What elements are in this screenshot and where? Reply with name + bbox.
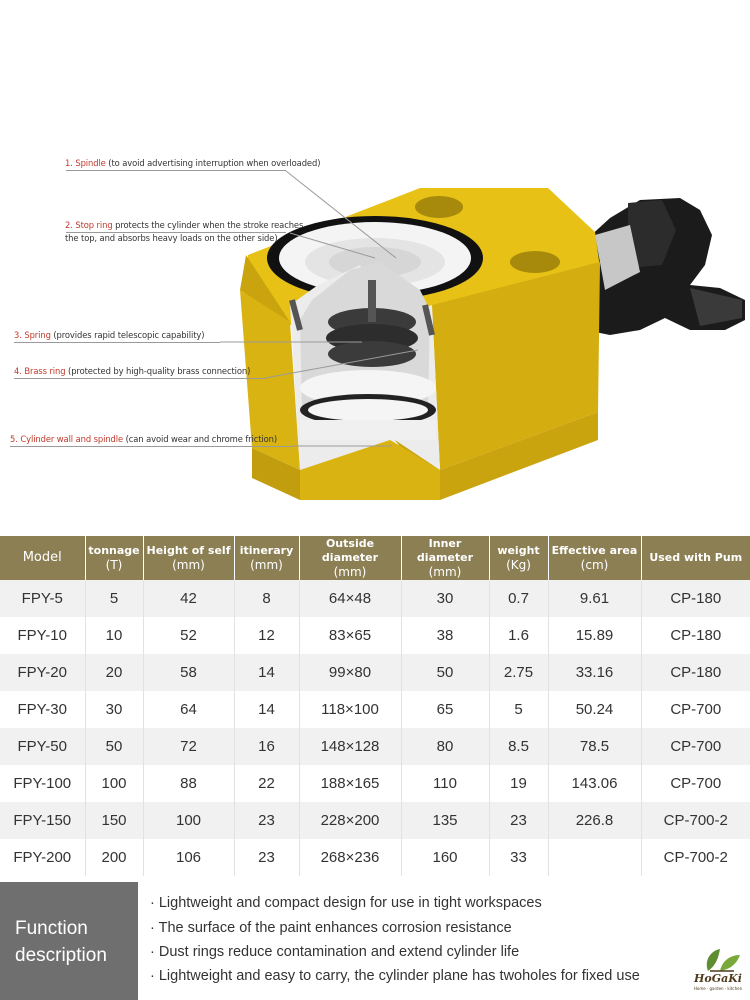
- brand-logo: [690, 945, 746, 997]
- feature-item: · Dust rings reduce contamination and extend cylinder life: [150, 944, 520, 960]
- label-line: Function: [15, 918, 88, 939]
- table-cell: 50: [401, 654, 489, 691]
- table-cell: FPY-10: [0, 617, 85, 654]
- callout-text: (protected by high-quality brass connection): [68, 366, 251, 376]
- table-cell: 5: [85, 580, 143, 617]
- table-cell: 99×80: [299, 654, 401, 691]
- table-cell: 12: [234, 617, 299, 654]
- table-row: [0, 617, 750, 654]
- feature-item: · Lightweight and easy to carry, the cylinder plane has twoholes for fixed use: [150, 968, 640, 984]
- table-cell: 23: [234, 802, 299, 839]
- table-cell: 33.16: [548, 654, 641, 691]
- table-cell: 33: [489, 839, 548, 876]
- table-cell: 110: [401, 765, 489, 802]
- leader-line: [66, 170, 286, 171]
- feature-list: [138, 882, 750, 1000]
- leader-line: [66, 232, 286, 233]
- callout-name: Spindle: [75, 158, 106, 168]
- col-header: Model: [0, 536, 85, 580]
- col-header: tonnage (T): [85, 536, 143, 580]
- table-cell: 150: [85, 802, 143, 839]
- table-cell: 52: [143, 617, 234, 654]
- callout-text: (provides rapid telescopic capability): [53, 330, 205, 340]
- table-cell: 8.5: [489, 728, 548, 765]
- table-row: [0, 728, 750, 765]
- table-cell: 80: [401, 728, 489, 765]
- table-cell: 188×165: [299, 765, 401, 802]
- leader-line: [10, 446, 292, 447]
- leader-line: [14, 378, 266, 379]
- table-cell: 0.7: [489, 580, 548, 617]
- table-cell: CP-700-2: [641, 802, 750, 839]
- table-cell: 15.89: [548, 617, 641, 654]
- table-cell: 78.5: [548, 728, 641, 765]
- table-cell: 8: [234, 580, 299, 617]
- table-cell: 5: [489, 691, 548, 728]
- table-cell: 23: [234, 839, 299, 876]
- table-cell: 118×100: [299, 691, 401, 728]
- feature-item: · The surface of the paint enhances corrosion resistance: [150, 920, 512, 936]
- table-cell: CP-180: [641, 580, 750, 617]
- table-cell: 64: [143, 691, 234, 728]
- table-cell: CP-700: [641, 728, 750, 765]
- table-header-row: [0, 536, 750, 580]
- table-cell: 50.24: [548, 691, 641, 728]
- table-cell: FPY-100: [0, 765, 85, 802]
- table-cell: 14: [234, 654, 299, 691]
- table-cell: 23: [489, 802, 548, 839]
- table-cell: 58: [143, 654, 234, 691]
- callout-text: (can avoid wear and chrome friction): [125, 434, 278, 444]
- function-description-section: [0, 882, 750, 1000]
- table-cell: FPY-5: [0, 580, 85, 617]
- table-cell: CP-700: [641, 765, 750, 802]
- col-header: Height of self (mm): [143, 536, 234, 580]
- table-cell: FPY-30: [0, 691, 85, 728]
- table-cell: CP-180: [641, 617, 750, 654]
- col-header: weight (Kg): [489, 536, 548, 580]
- callout-name: Cylinder wall and spindle: [20, 434, 124, 444]
- table-cell: 268×236: [299, 839, 401, 876]
- spec-table: [0, 536, 750, 876]
- feature-item: · Lightweight and compact design for use in tight workspaces: [150, 895, 542, 911]
- callout-brass-ring: [14, 366, 250, 376]
- col-header: itinerary (mm): [234, 536, 299, 580]
- table-cell: 20: [85, 654, 143, 691]
- table-cell: 228×200: [299, 802, 401, 839]
- callout-number: 4.: [14, 366, 22, 376]
- table-cell: 1.6: [489, 617, 548, 654]
- brand-name: HoGaKi: [694, 972, 742, 985]
- table-row: [0, 580, 750, 617]
- table-cell: 50: [85, 728, 143, 765]
- table-cell: CP-700: [641, 691, 750, 728]
- callout-name: Spring: [24, 330, 51, 340]
- callout-number: 5.: [10, 434, 18, 444]
- function-description-label: [0, 882, 138, 1000]
- table-cell: 30: [401, 580, 489, 617]
- col-header: Effective area (cm): [548, 536, 641, 580]
- table-cell: 143.06: [548, 765, 641, 802]
- table-cell: 106: [143, 839, 234, 876]
- table-row: [0, 654, 750, 691]
- table-row: [0, 765, 750, 802]
- table-cell: 2.75: [489, 654, 548, 691]
- table-row: [0, 839, 750, 876]
- callout-text: protects the cylinder when the stroke reaches: [115, 220, 304, 230]
- callout-number: 1.: [65, 158, 73, 168]
- table-row: [0, 691, 750, 728]
- col-header: Outside diameter (mm): [299, 536, 401, 580]
- table-cell: 10: [85, 617, 143, 654]
- callout-name: Stop ring: [75, 220, 113, 230]
- table-cell: 14: [234, 691, 299, 728]
- callout-number: 3.: [14, 330, 22, 340]
- callout-name: Brass ring: [24, 366, 66, 376]
- table-cell: 160: [401, 839, 489, 876]
- table-cell: 42: [143, 580, 234, 617]
- table-row: [0, 802, 750, 839]
- table-cell: 200: [85, 839, 143, 876]
- callout-spring: [14, 330, 204, 340]
- table-cell: FPY-150: [0, 802, 85, 839]
- table-cell: CP-180: [641, 654, 750, 691]
- table-cell: 88: [143, 765, 234, 802]
- col-header: Inner diameter (mm): [401, 536, 489, 580]
- callout-text-line2: the top, and absorbs heavy loads on the other side): [65, 233, 278, 243]
- table-cell: CP-700-2: [641, 839, 750, 876]
- table-cell: 148×128: [299, 728, 401, 765]
- table-cell: FPY-50: [0, 728, 85, 765]
- table-cell: 38: [401, 617, 489, 654]
- table-cell: 22: [234, 765, 299, 802]
- leader-line: [14, 342, 220, 343]
- table-cell: [548, 839, 641, 876]
- label-line: description: [15, 945, 107, 966]
- table-cell: FPY-200: [0, 839, 85, 876]
- table-cell: 226.8: [548, 802, 641, 839]
- table-cell: 30: [85, 691, 143, 728]
- callout-text: (to avoid advertising interruption when overloaded): [108, 158, 321, 168]
- table-cell: 64×48: [299, 580, 401, 617]
- table-cell: 135: [401, 802, 489, 839]
- table-cell: FPY-20: [0, 654, 85, 691]
- table-cell: 9.61: [548, 580, 641, 617]
- table-cell: 83×65: [299, 617, 401, 654]
- table-cell: 19: [489, 765, 548, 802]
- brand-tagline: Home · garden · kitchen: [693, 986, 743, 991]
- table-cell: 16: [234, 728, 299, 765]
- table-cell: 65: [401, 691, 489, 728]
- table-cell: 100: [143, 802, 234, 839]
- callout-cylinder-wall: [10, 434, 277, 444]
- callout-spindle: [65, 158, 320, 168]
- col-header: Used with Pum: [641, 536, 750, 580]
- leaf-logo-icon: [690, 945, 746, 973]
- table-cell: 72: [143, 728, 234, 765]
- callout-number: 2.: [65, 220, 73, 230]
- table-cell: 100: [85, 765, 143, 802]
